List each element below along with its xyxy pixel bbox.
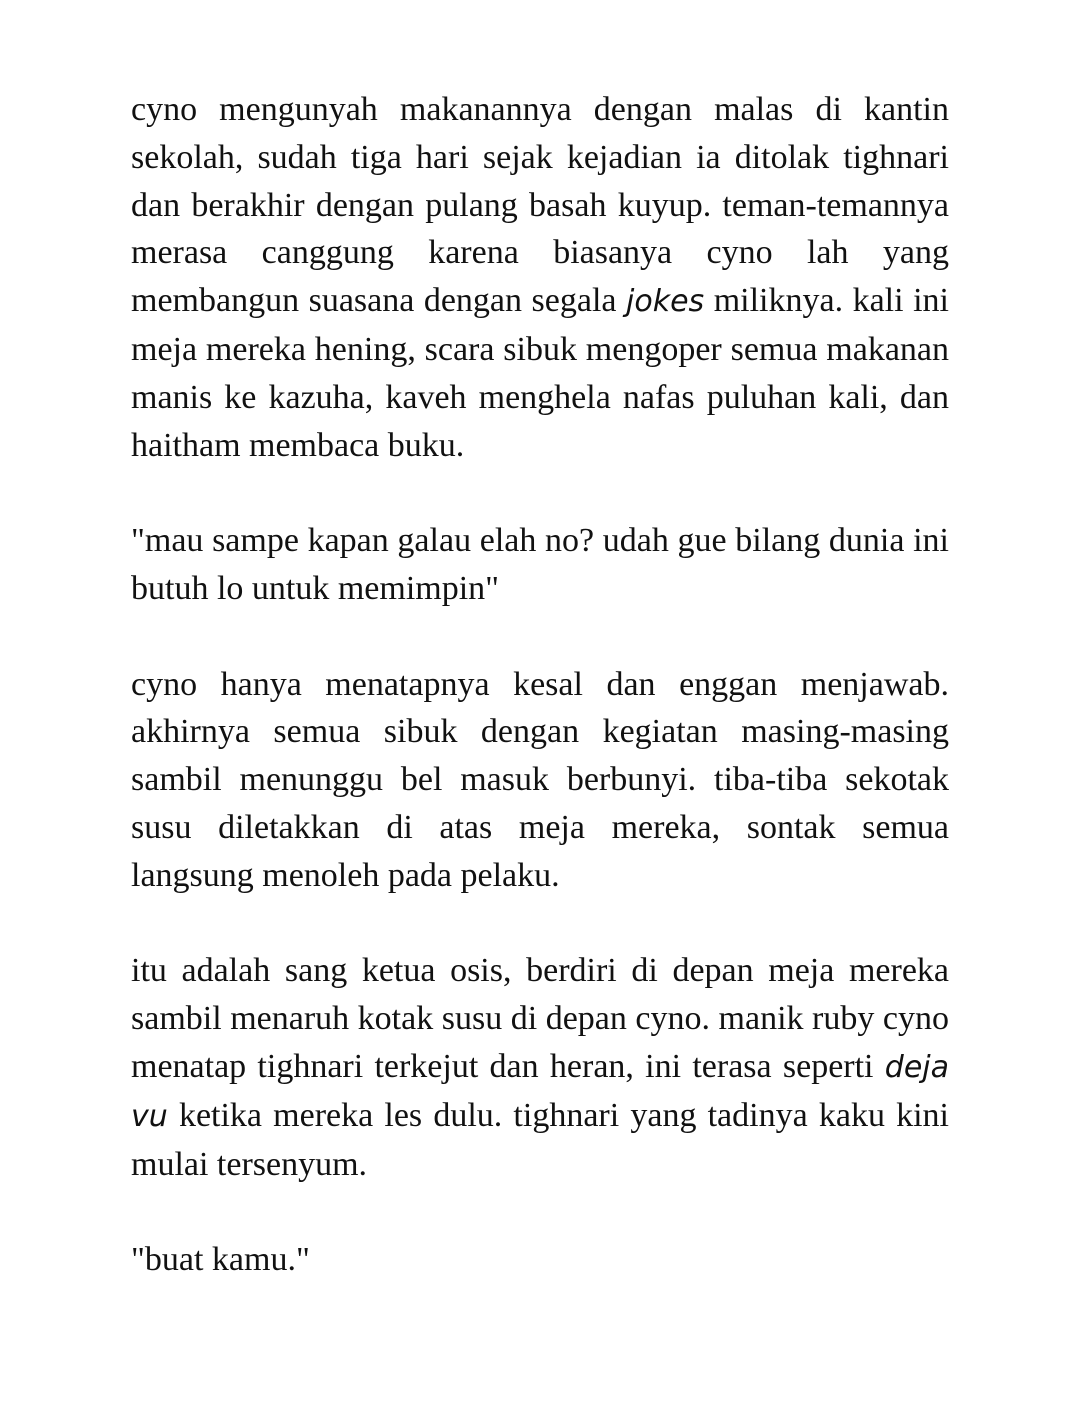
paragraph-4-text-a: itu adalah sang ketua osis, berdiri di depan meja mereka sambil menaruh kotak susu di depan cyno. manik ruby cyno menatap tighnari terkejut dan heran, ini terasa seperti bbox=[131, 952, 949, 1085]
paragraph-3: cyno hanya menatapnya kesal dan enggan menjawab. akhirnya semua sibuk dengan kegiatan masing-masing sambil menunggu bel masuk berbunyi. tiba-tiba sekotak susu diletakkan di atas meja mereka, sontak semua langsung menoleh pada pelaku. bbox=[131, 665, 949, 894]
paragraph-1 bbox=[131, 86, 949, 469]
paragraph-5-dialogue: "buat kamu." bbox=[131, 1241, 310, 1279]
paragraph-4-text-b: ketika mereka les dulu. tighnari yang tadinya kaku kini mulai tersenyum. bbox=[131, 1096, 949, 1183]
paragraph-1-italic-jokes: jokes bbox=[626, 284, 705, 320]
story-page bbox=[131, 86, 949, 1284]
paragraph-1-text-b: miliknya. kali ini meja mereka hening, scara sibuk mengoper semua makanan manis ke kazuha, kaveh menghela nafas puluhan kali, dan haitham membaca buku. bbox=[131, 282, 949, 464]
paragraph-4 bbox=[131, 947, 949, 1188]
paragraph-1-text-a: cyno mengunyah makanannya dengan malas di kantin sekolah, sudah tiga hari sejak kejadian ia ditolak tighnari dan berakhir dengan pulang basah kuyup. teman-temannya merasa canggung karena biasanya cyno lah yang membangun suasana dengan segala bbox=[131, 91, 949, 320]
paragraph-2-dialogue: "mau sampe kapan galau elah no? udah gue bilang dunia ini butuh lo untuk memimpin" bbox=[131, 522, 949, 607]
paragraph-4-italic-deja-vu: deja vu bbox=[131, 1049, 949, 1134]
